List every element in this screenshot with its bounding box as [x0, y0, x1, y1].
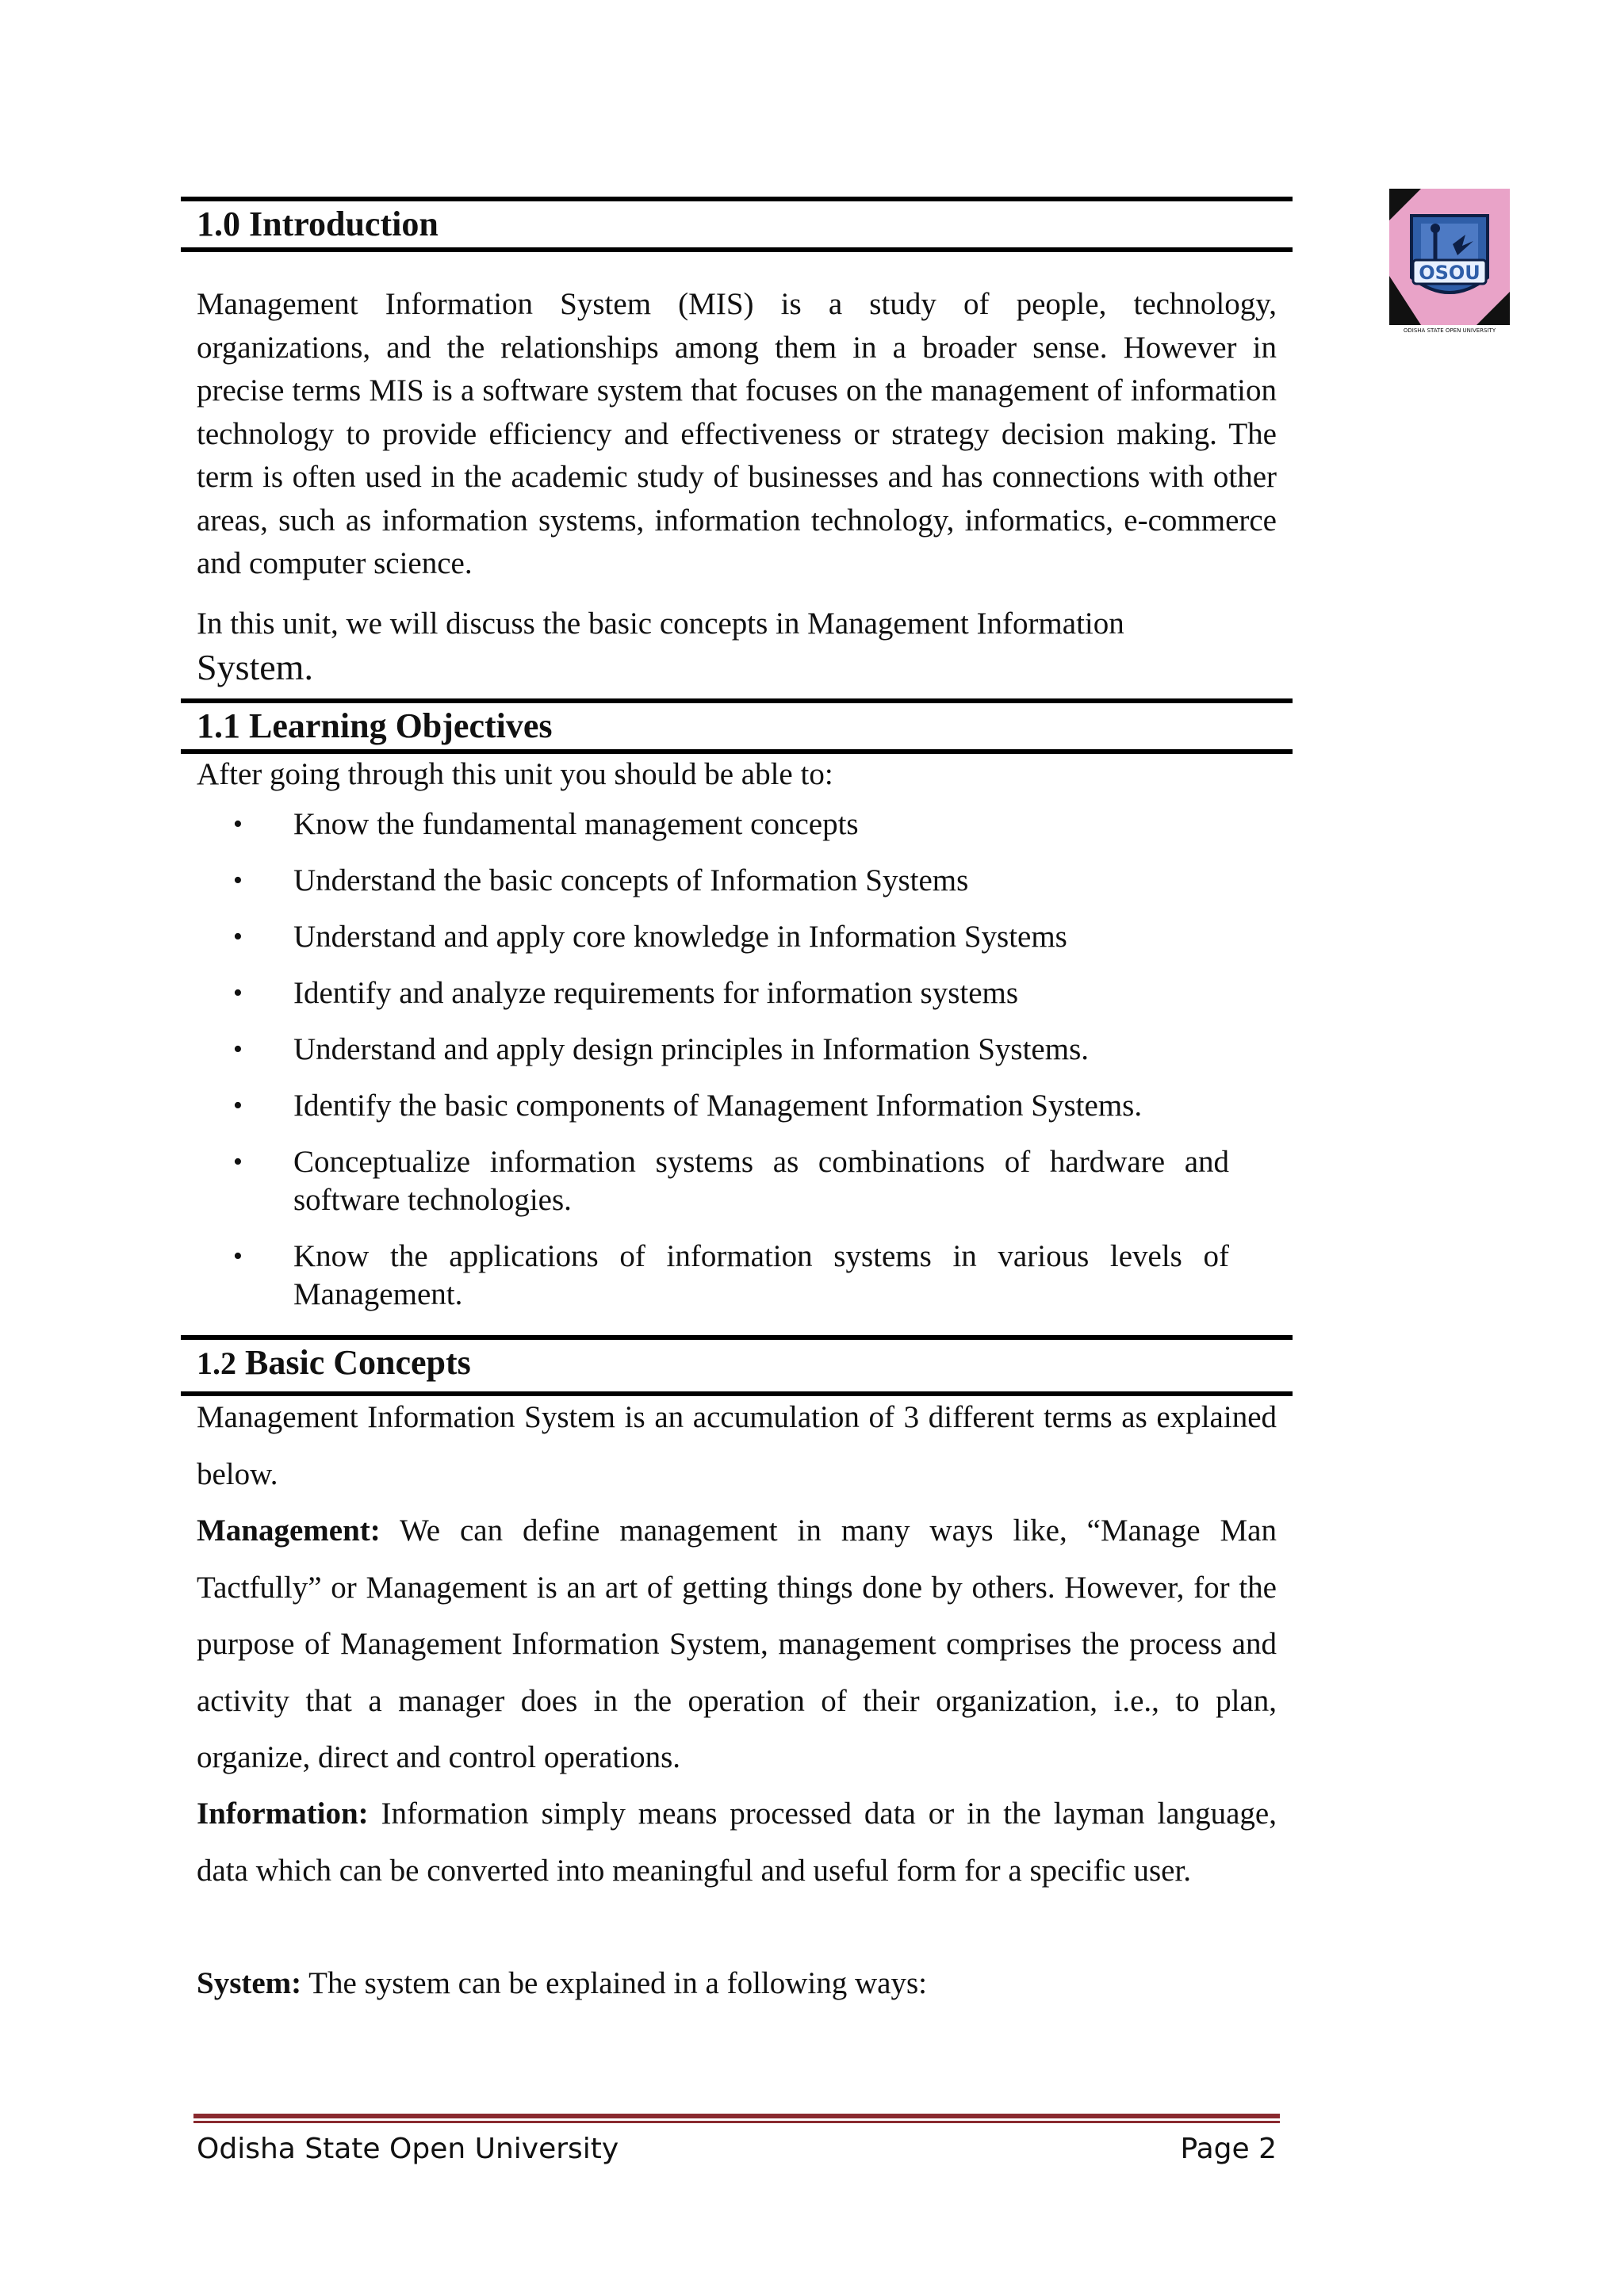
section-top-rule — [181, 698, 1293, 703]
objectives-intro: After going through this unit you should be able to: — [197, 757, 833, 791]
osou-emblem-icon — [1389, 189, 1510, 338]
information-paragraph: Information: Information simply means processed data or in the layman language, data which can be converted into meaningful and useful form for a specific user. — [197, 1797, 1277, 1888]
section-bottom-rule — [181, 247, 1293, 252]
list-item: • Conceptualize information systems as combinations of hardware and software technologies. — [233, 1145, 1229, 1217]
svg-text:OSOU: OSOU — [1419, 262, 1480, 284]
university-logo — [1389, 189, 1510, 338]
footer-rule — [193, 2114, 1280, 2118]
section-title-basic-concepts: 1.2 Basic Concepts — [197, 1343, 471, 1382]
section-title-introduction: 1.0 Introduction — [197, 205, 439, 243]
list-item: • Understand and apply design principles in Information Systems. — [233, 1032, 1089, 1066]
section-top-rule — [181, 197, 1293, 201]
intro-unit-paragraph: In this unit, we will discuss the basic concepts in Management Information System. — [197, 607, 1124, 687]
section-bottom-rule — [181, 749, 1293, 754]
footer-page-number: Page 2 — [1180, 2133, 1277, 2165]
system-paragraph: System: The system can be explained in a following ways: — [197, 1966, 927, 2000]
footer-rule — [193, 2121, 1280, 2123]
footer-university: Odisha State Open University — [197, 2133, 619, 2165]
list-item: • Know the fundamental management concepts — [233, 807, 859, 841]
list-item: • Understand and apply core knowledge in Information Systems — [233, 920, 1067, 954]
list-item: • Identify and analyze requirements for information systems — [233, 976, 1019, 1010]
section-top-rule — [181, 1335, 1293, 1340]
management-paragraph: Management: We can define management in many ways like, “Manage Man Tactfully” or Management is an art of getting things done by others. However, for the purpose of Management Information System, management comprises the process and activity that a manager does in the operation of their organization, i.e., to plan, organize, direct and control operations. — [197, 1513, 1277, 1774]
list-item: • Identify the basic components of Management Information Systems. — [233, 1089, 1143, 1123]
section-title-learning-objectives: 1.1 Learning Objectives — [197, 706, 553, 745]
intro-paragraph: Management Information System (MIS) is a study of people, technology, organizations, and the relationships among them in a broader sense. However in precise terms MIS is a software system that focuses on the management of information technology to provide efficiency and effectiveness or strategy decision making. The term is often used in the academic study of businesses and has connections with other areas, such as information systems, information technology, informatics, e-commerce and computer science. — [197, 287, 1277, 580]
objectives-list — [197, 806, 1229, 1332]
svg-text:ODISHA STATE OPEN UNIVERSITY: ODISHA STATE OPEN UNIVERSITY — [1403, 327, 1496, 334]
list-item: • Understand the basic concepts of Information Systems — [233, 863, 969, 897]
list-item: • Know the applications of information systems in various levels of Management. — [233, 1239, 1229, 1311]
basic-concepts-paragraph: Management Information System is an accumulation of 3 different terms as explained below. — [197, 1400, 1277, 1491]
